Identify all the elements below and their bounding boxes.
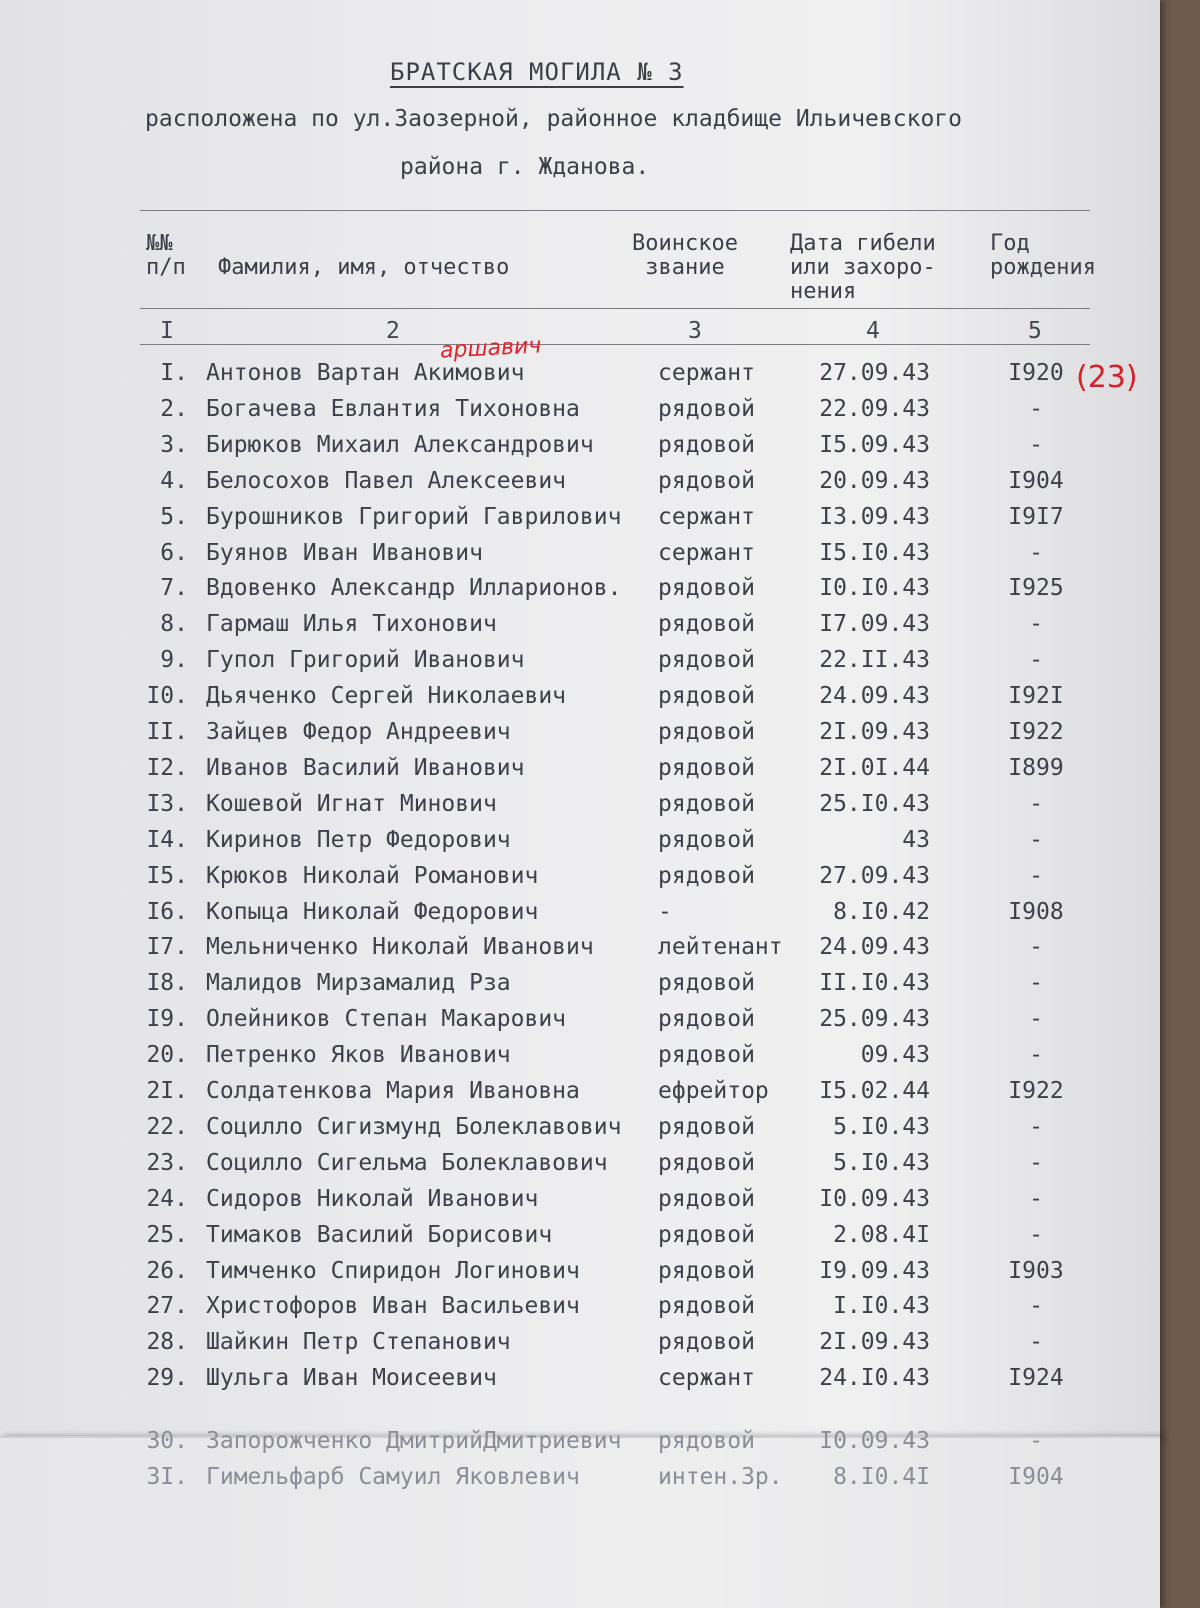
table-row [0,934,1160,968]
person-name: Дьяченко Сергей Николаевич [206,683,567,710]
death-date: I7.09.43 [819,611,930,638]
death-date: I9.09.43 [819,1257,930,1284]
death-date: 09.43 [860,1042,930,1069]
birth-year: I904 [1008,467,1064,494]
person-name: Вдовенко Александр Илларионов. [206,575,622,602]
death-date: 5.I0.43 [833,1113,930,1140]
person-name: Социлло Сигизмунд Болеклавович [206,1113,622,1140]
table-row [0,1428,1160,1462]
death-date: 8.I0.42 [833,898,930,925]
table-row [0,1329,1160,1363]
table-row [0,1222,1160,1256]
person-name: Иванов Василий Иванович [206,754,525,781]
person-name: Шульга Иван Моисеевич [206,1365,497,1392]
military-rank: рядовой [658,790,755,817]
military-rank: ефрейтор [658,1078,769,1104]
location-line-1: расположена по ул.Заозерной, районное кладбище Ильичевского [145,106,962,132]
death-date: 27.09.43 [819,862,930,889]
table-row [0,1186,1160,1220]
table-row [0,1150,1160,1184]
birth-year: - [1029,1221,1043,1248]
birth-year: - [1029,1042,1043,1069]
row-number: 28. [146,1329,188,1356]
person-name: Запорожченко ДмитрийДмитриевич [206,1428,622,1454]
military-rank: лейтенант [658,934,783,961]
death-date: I5.02.44 [819,1078,930,1104]
row-number: I6. [146,898,188,925]
row-number: 3. [160,431,188,458]
table-row [0,1078,1160,1112]
military-rank: рядовой [658,575,755,602]
military-rank: рядовой [658,1221,755,1248]
military-rank: - [658,898,672,925]
person-name: Малидов Мирзамалид Рза [206,970,511,997]
death-date: I0.09.43 [819,1428,930,1454]
death-date: I.I0.43 [833,1293,930,1320]
row-number: 8. [160,611,188,638]
death-date: 24.I0.43 [819,1365,930,1392]
row-number: 25. [146,1221,188,1248]
death-date: I5.09.43 [819,431,930,458]
person-name: Тимченко Спиридон Логинович [206,1257,580,1284]
military-rank: интен.Зр. [658,1464,783,1490]
row-number: II. [146,719,188,745]
row-number: 5. [160,503,188,530]
military-rank: сержант [658,360,755,386]
table-row [0,1258,1160,1292]
birth-year: - [1029,647,1043,674]
column-number-rule [140,344,1090,345]
table-row [0,827,1160,861]
person-name: Кошевой Игнат Минович [206,790,497,817]
birth-year: I922 [1008,1078,1064,1104]
military-rank: рядовой [658,862,755,889]
header-date: Дата гибели или захоро- нения [790,231,936,304]
table-row [0,468,1160,502]
military-rank: рядовой [658,1428,755,1454]
row-number: I4. [146,826,188,853]
table-row [0,1464,1160,1498]
military-rank: рядовой [658,719,755,745]
death-date: 43 [902,826,930,853]
military-rank: рядовой [658,431,755,458]
birth-year: I903 [1008,1257,1064,1284]
military-rank: рядовой [658,647,755,674]
column-number-2: 2 [386,318,400,344]
row-number: 2I. [146,1078,188,1104]
military-rank: рядовой [658,1185,755,1212]
row-number: 6. [160,539,188,566]
military-rank: рядовой [658,826,755,853]
birth-year: - [1029,862,1043,889]
birth-year: I924 [1008,1365,1064,1392]
military-rank: рядовой [658,467,755,494]
person-name: Буянов Иван Иванович [206,539,483,566]
column-number-3: 3 [688,318,702,344]
table-row [0,611,1160,645]
header-year: Год рождения [990,231,1096,280]
row-number: I7. [146,934,188,961]
military-rank: рядовой [658,1113,755,1140]
person-name: Петренко Яков Иванович [206,1042,511,1069]
person-name: Бурошников Григорий Гаврилович [206,503,622,530]
death-date: 25.09.43 [819,1006,930,1033]
table-row [0,396,1160,430]
table-row [0,863,1160,897]
birth-year: I92I [1008,683,1064,710]
death-date: 24.09.43 [819,683,930,710]
death-date: 2I.0I.44 [819,754,930,781]
row-number: 26. [146,1257,188,1284]
person-name: Гупол Григорий Иванович [206,647,525,674]
birth-year: - [1029,1185,1043,1212]
row-number: I. [160,360,188,386]
row-number: I8. [146,970,188,997]
death-date: 25.I0.43 [819,790,930,817]
column-number-1: I [160,318,174,344]
death-date: 8.I0.4I [833,1464,930,1490]
table-row [0,1365,1160,1399]
row-number: 20. [146,1042,188,1069]
table-top-rule [140,210,1090,211]
death-date: I5.I0.43 [819,539,930,566]
header-rule [140,308,1090,309]
header-name: Фамилия, имя, отчество [218,255,510,280]
military-rank: рядовой [658,395,755,422]
row-number: I3. [146,790,188,817]
birth-year: - [1029,1006,1043,1033]
person-name: Гармаш Илья Тихонович [206,611,497,638]
death-date: 22.09.43 [819,395,930,422]
death-date: II.I0.43 [819,970,930,997]
death-date: 2I.09.43 [819,719,930,745]
table-row [0,1114,1160,1148]
row-number: 29. [146,1365,188,1392]
death-date: 20.09.43 [819,467,930,494]
handwritten-age-note: (23) [1076,360,1138,395]
person-name: Сидоров Николай Иванович [206,1185,539,1212]
birth-year: - [1029,1329,1043,1356]
table-row [0,683,1160,717]
table-row [0,791,1160,825]
person-name: Солдатенкова Мария Ивановна [206,1078,580,1104]
military-rank: рядовой [658,1149,755,1176]
person-name: Белосохов Павел Алексеевич [206,467,567,494]
military-rank: сержант [658,539,755,566]
birth-year: - [1029,431,1043,458]
birth-year: I925 [1008,575,1064,602]
birth-year: - [1029,790,1043,817]
person-name: Олейников Степан Макарович [206,1006,567,1033]
military-rank: сержант [658,1365,755,1392]
person-name: Социлло Сигельма Болеклавович [206,1149,608,1176]
person-name: Мельниченко Николай Иванович [206,934,594,961]
person-name: Шайкин Петр Степанович [206,1329,511,1356]
table-row [0,755,1160,789]
table-row [0,540,1160,574]
birth-year: - [1029,934,1043,961]
military-rank: рядовой [658,1006,755,1033]
person-name: Христофоров Иван Васильевич [206,1293,580,1320]
birth-year: I9I7 [1008,503,1064,530]
row-number: 24. [146,1185,188,1212]
birth-year: - [1029,970,1043,997]
birth-year: - [1029,611,1043,638]
row-number: 30. [146,1428,188,1454]
row-number: 3I. [146,1464,188,1490]
person-name: Киринов Петр Федорович [206,826,511,853]
birth-year: - [1029,395,1043,422]
row-number: I2. [146,754,188,781]
birth-year: - [1029,826,1043,853]
row-number: 27. [146,1293,188,1320]
table-row [0,504,1160,538]
person-name: Тимаков Василий Борисович [206,1221,553,1248]
header-num: №№ п/п [146,231,186,280]
row-number: 7. [160,575,188,602]
birth-year: I908 [1008,898,1064,925]
military-rank: сержант [658,503,755,530]
table-row [0,719,1160,753]
military-rank: рядовой [658,1042,755,1069]
row-number: 9. [160,647,188,674]
military-rank: рядовой [658,1293,755,1320]
birth-year: I899 [1008,754,1064,781]
birth-year: - [1029,1428,1043,1454]
person-name: Копыца Николай Федорович [206,898,539,925]
death-date: 5.I0.43 [833,1149,930,1176]
row-number: I0. [146,683,188,710]
row-number: 22. [146,1113,188,1140]
military-rank: рядовой [658,683,755,710]
person-name: Гимельфарб Самуил Яковлевич [206,1464,580,1490]
row-number: I5. [146,862,188,889]
military-rank: рядовой [658,1257,755,1284]
military-rank: рядовой [658,754,755,781]
person-name: Бирюков Михаил Александрович [206,431,594,458]
death-date: 22.II.43 [819,647,930,674]
death-date: 27.09.43 [819,360,930,386]
table-row [0,647,1160,681]
birth-year: - [1029,1293,1043,1320]
table-row [0,1006,1160,1040]
second-page [0,1428,1160,1608]
header-rank: Воинское звание [632,231,738,280]
military-rank: рядовой [658,611,755,638]
death-date: 2.08.4I [833,1221,930,1248]
column-number-4: 4 [866,318,880,344]
birth-year: I922 [1008,719,1064,745]
death-date: 24.09.43 [819,934,930,961]
death-date: I3.09.43 [819,503,930,530]
row-number: I9. [146,1006,188,1033]
table-row [0,899,1160,933]
death-date: I0.09.43 [819,1185,930,1212]
birth-year: - [1029,1113,1043,1140]
table-row [0,970,1160,1004]
table-row [0,575,1160,609]
person-name: Зайцев Федор Андреевич [206,719,511,745]
birth-year: I904 [1008,1464,1064,1490]
column-number-5: 5 [1028,318,1042,344]
table-row [0,360,1160,394]
birth-year: I920 [1008,360,1064,386]
row-number: 4. [160,467,188,494]
row-number: 2. [160,395,188,422]
person-name: Крюков Николай Романович [206,862,539,889]
document-title: БРАТСКАЯ МОГИЛА № 3 [390,58,684,86]
table-row [0,1293,1160,1327]
row-number: 23. [146,1149,188,1176]
table-row [0,1042,1160,1076]
death-date: 2I.09.43 [819,1329,930,1356]
person-name: Богачева Евлантия Тихоновна [206,395,580,422]
military-rank: рядовой [658,1329,755,1356]
table-row [0,432,1160,466]
military-rank: рядовой [658,970,755,997]
birth-year: - [1029,1149,1043,1176]
location-line-2: района г. Жданова. [400,154,650,180]
handwritten-patronymic-note: аршавич [439,333,542,364]
death-date: I0.I0.43 [819,575,930,602]
person-name: Антонов Вартан Акимович [206,360,525,386]
birth-year: - [1029,539,1043,566]
